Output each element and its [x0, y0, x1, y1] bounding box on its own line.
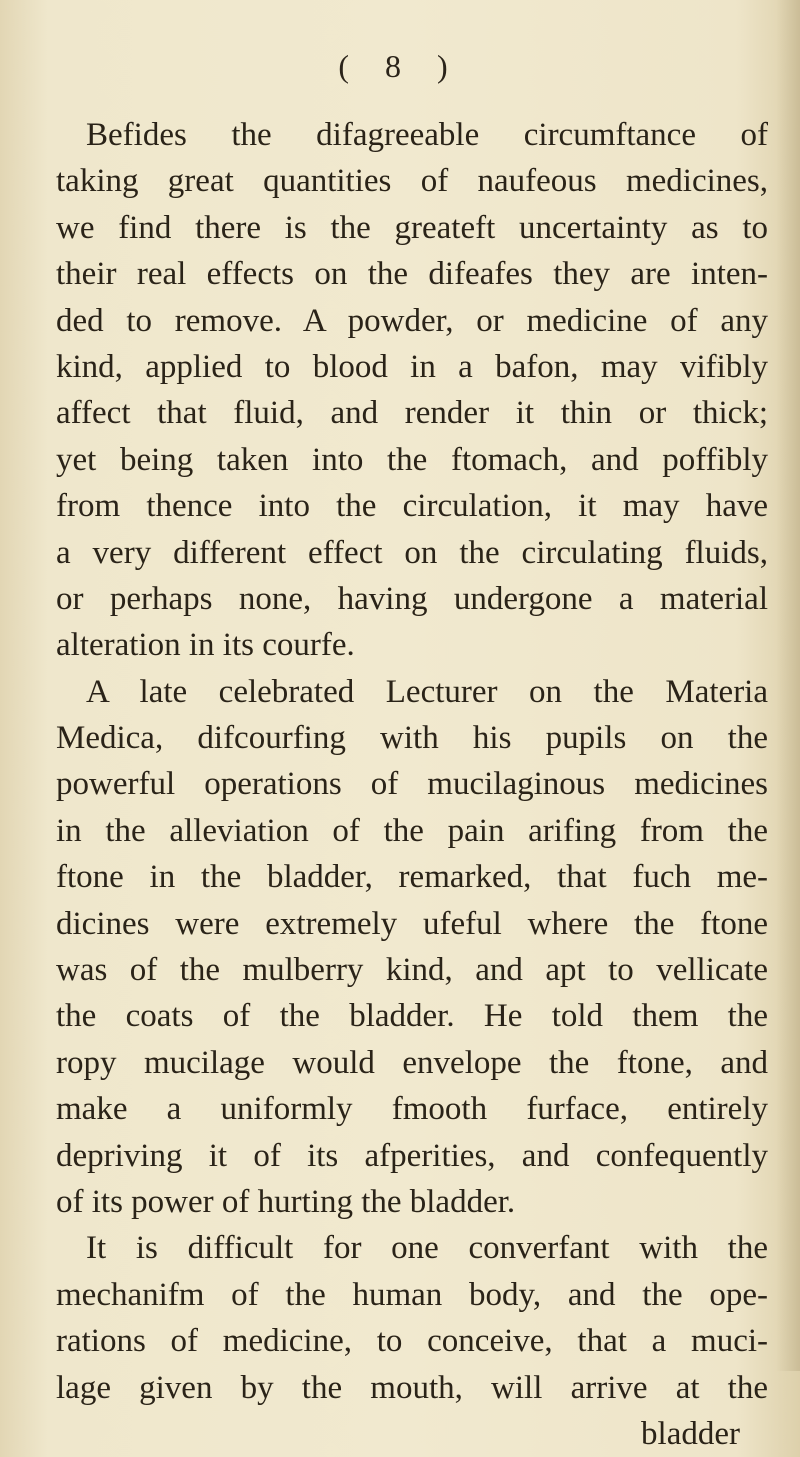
text-line: or perhaps none, having undergone a material — [56, 580, 768, 617]
text-line: rations of medicine, to conceive, that a muci- — [56, 1323, 768, 1360]
text-line: mechanifm of the human body, and the ope- — [56, 1276, 768, 1313]
text-line: affect that fluid, and render it thin or thick; — [56, 395, 768, 432]
text-line: yet being taken into the ftomach, and poffibly — [56, 441, 768, 478]
text-line: powerful operations of mucilaginous medicines — [56, 766, 768, 803]
text-line: lage given by the mouth, will arrive at the — [56, 1369, 768, 1406]
text-line: from thence into the circulation, it may have — [56, 488, 768, 525]
text-line: ftone in the bladder, remarked, that fuch me- — [56, 859, 768, 896]
text-line: their real effects on the difeafes they are inten- — [56, 256, 768, 293]
text-line: bladder — [641, 1415, 740, 1452]
text-line: ropy mucilage would envelope the ftone, and — [56, 1044, 768, 1081]
text-line: in the alleviation of the pain arifing from the — [56, 812, 768, 849]
body-text — [56, 112, 768, 1457]
text-line: alteration in its courfe. — [56, 627, 355, 664]
page-edge-shadow — [776, 0, 800, 1371]
text-line: depriving it of its afperities, and confequently — [56, 1137, 768, 1174]
text-line: kind, applied to blood in a bafon, may vifibly — [56, 348, 768, 385]
text-line: dicines were extremely ufeful where the ftone — [56, 905, 768, 942]
text-line: the coats of the bladder. He told them the — [56, 998, 768, 1035]
text-line: of its power of hurting the bladder. — [56, 1183, 516, 1220]
page-number: ( 8 ) — [338, 48, 462, 84]
text-line: A late celebrated Lecturer on the Materia — [86, 673, 768, 710]
text-line: It is difficult for one converfant with the — [86, 1230, 768, 1267]
text-line: was of the mulberry kind, and apt to vellicate — [56, 952, 768, 989]
text-line: taking great quantities of naufeous medicines, — [56, 163, 768, 200]
text-line: a very different effect on the circulating fluids, — [56, 534, 768, 571]
text-line: we find there is the greateft uncertainty as to — [56, 209, 768, 246]
text-line: make a uniformly fmooth furface, entirely — [56, 1091, 768, 1128]
text-line: Befides the difagreeable circumftance of — [86, 117, 768, 153]
text-line: Medica, difcourfing with his pupils on the — [56, 720, 768, 757]
text-line: ded to remove. A powder, or medicine of any — [56, 302, 768, 339]
